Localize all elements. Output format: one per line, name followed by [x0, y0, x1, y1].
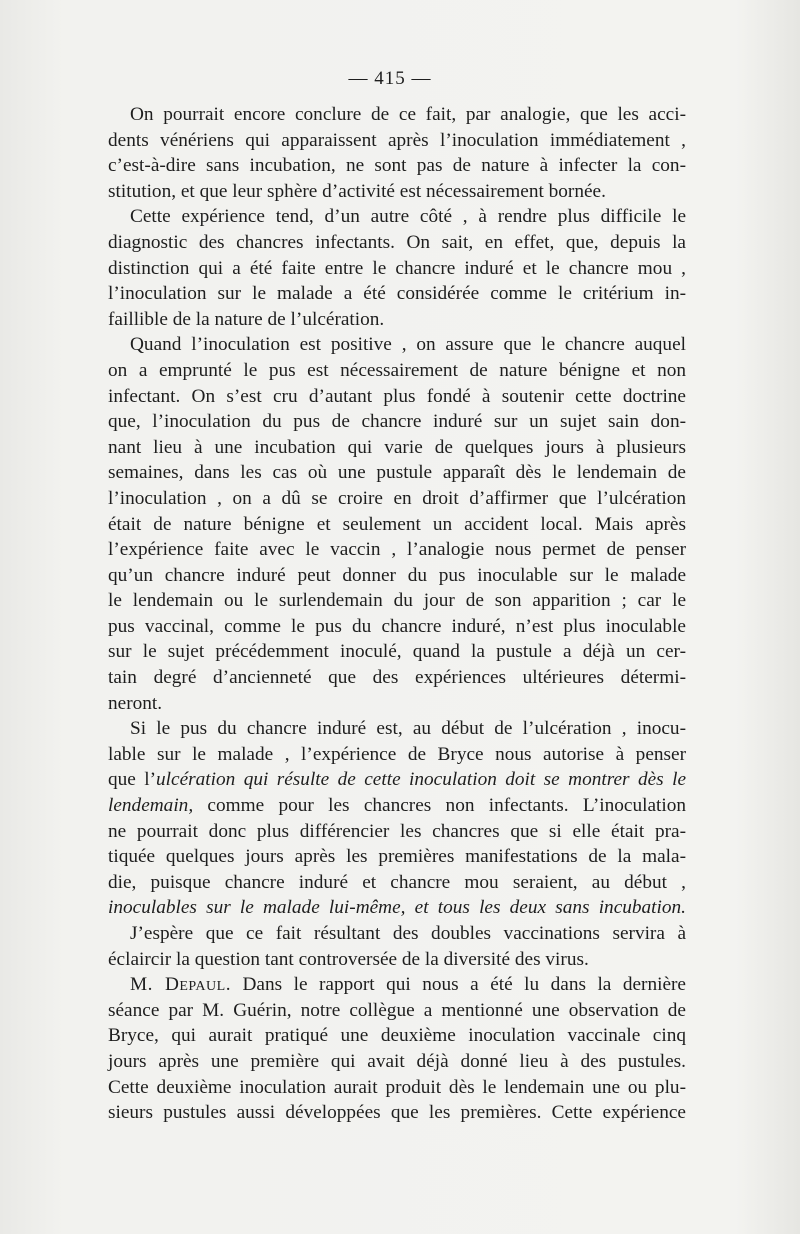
paragraph-2: [108, 204, 686, 332]
text-line: Cette expérience tend, d’un autre côté , à rendre plus difficile le: [130, 206, 686, 228]
text-line: Bryce, qui aurait pratiqué une deuxième inoculation vaccinale cinq: [108, 1025, 686, 1047]
text-line: [108, 793, 686, 819]
text-line: éclaircir la question tant controversée de la diversité des virus.: [108, 948, 589, 970]
text-segment: que l’: [108, 769, 157, 791]
paragraph-3: [108, 332, 686, 716]
text-line: neront.: [108, 692, 163, 714]
text-line: l’inoculation , on a dû se croire en droit d’affirmer que l’ulcération: [108, 487, 686, 509]
text-line: On pourrait encore conclure de ce fait, par analogie, que les acci-: [130, 104, 686, 125]
text-line: le lendemain ou le surlendemain du jour de son apparition ; car le: [108, 590, 686, 612]
speaker-name: M. Depaul.: [130, 974, 232, 996]
text-line: séance par M. Guérin, notre collègue a mentionné une observation de: [108, 999, 686, 1021]
text-line: Cette deuxième inoculation aurait produit dès le lendemain une ou plu-: [108, 1076, 686, 1098]
italic-text: ulcération qui résulte de cette inoculation doit se montrer dès le: [156, 769, 686, 791]
text-line: était de nature bénigne et seulement un accident local. Mais après: [108, 513, 686, 535]
text-segment: comme pour les chancres non infectants. L’inoculation: [193, 795, 686, 817]
text-line: jours après une première qui avait déjà donné lieu à des pustules.: [108, 1050, 686, 1072]
text-line: lable sur le malade , l’expérience de Bryce nous autorise à penser: [108, 743, 686, 765]
text-line: infectant. On s’est cru d’autant plus fondé à soutenir cette doctrine: [108, 385, 686, 407]
text-line: [108, 972, 686, 998]
text-line: distinction qui a été faite entre le chancre induré et le chancre mou ,: [108, 257, 686, 279]
text-line: ne pourrait donc plus différencier les chancres que si elle était pra-: [108, 820, 686, 842]
text-line: semaines, dans les cas où une pustule apparaît dès le lendemain de: [108, 462, 686, 484]
text-line: pus vaccinal, comme le pus du chancre induré, n’est plus inoculable: [108, 615, 686, 637]
page-number: — 415 —: [348, 68, 432, 89]
text-line: sieurs pustules aussi développées que les premières. Cette expérience: [108, 1102, 686, 1124]
text-line: J’espère que ce fait résultant des doubles vaccinations servira à: [130, 923, 686, 944]
text-line: tiquée quelques jours après les premières manifestations de la mala-: [108, 846, 686, 868]
paragraph-6: [108, 972, 686, 1126]
body-text: [108, 102, 686, 1126]
text-line: dents vénériens qui apparaissent après l’inoculation immédiatement ,: [108, 129, 686, 151]
text-line: l’inoculation sur le malade a été considérée comme le critérium in-: [108, 283, 686, 305]
italic-text: lendemain,: [108, 795, 194, 817]
text-segment: Dans le rapport qui nous a été lu dans la dernière: [231, 974, 686, 996]
text-line: on a emprunté le pus est nécessairement de nature bénigne et non: [108, 359, 686, 381]
text-line: sur le sujet précédemment inoculé, quand la pustule a déjà un cer-: [108, 641, 686, 663]
text-line: que, l’inoculation du pus de chancre induré sur un sujet sain don-: [108, 411, 686, 433]
text-line: diagnostic des chancres infectants. On sait, en effet, que, depuis la: [108, 231, 686, 253]
text-line: qu’un chancre induré peut donner du pus inoculable sur le malade: [108, 564, 686, 586]
paragraph-1: [108, 102, 686, 204]
paragraph-5: [108, 921, 686, 972]
text-line: faillible de la nature de l’ulcération.: [108, 308, 385, 330]
text-line: nant lieu à une incubation qui varie de quelques jours à plusieurs: [108, 436, 686, 458]
text-line: Si le pus du chancre induré est, au début de l’ulcération , inocu-: [130, 718, 686, 740]
text-line: stitution, et que leur sphère d’activité est nécessairement bornée.: [108, 180, 606, 202]
paragraph-4: [108, 716, 686, 921]
text-line: die, puisque chancre induré et chancre mou seraient, au début ,: [108, 871, 686, 893]
text-line: [108, 767, 686, 793]
text-line: l’expérience faite avec le vaccin , l’analogie nous permet de penser: [108, 539, 686, 561]
text-line: tain degré d’ancienneté que des expériences ultérieures détermi-: [108, 667, 686, 689]
italic-text: inoculables sur le malade lui-même, et tous les deux sans incubation.: [108, 897, 686, 919]
text-line: c’est-à-dire sans incubation, ne sont pas de nature à infecter la con-: [108, 155, 686, 177]
text-line: Quand l’inoculation est positive , on assure que le chancre auquel: [130, 334, 686, 356]
